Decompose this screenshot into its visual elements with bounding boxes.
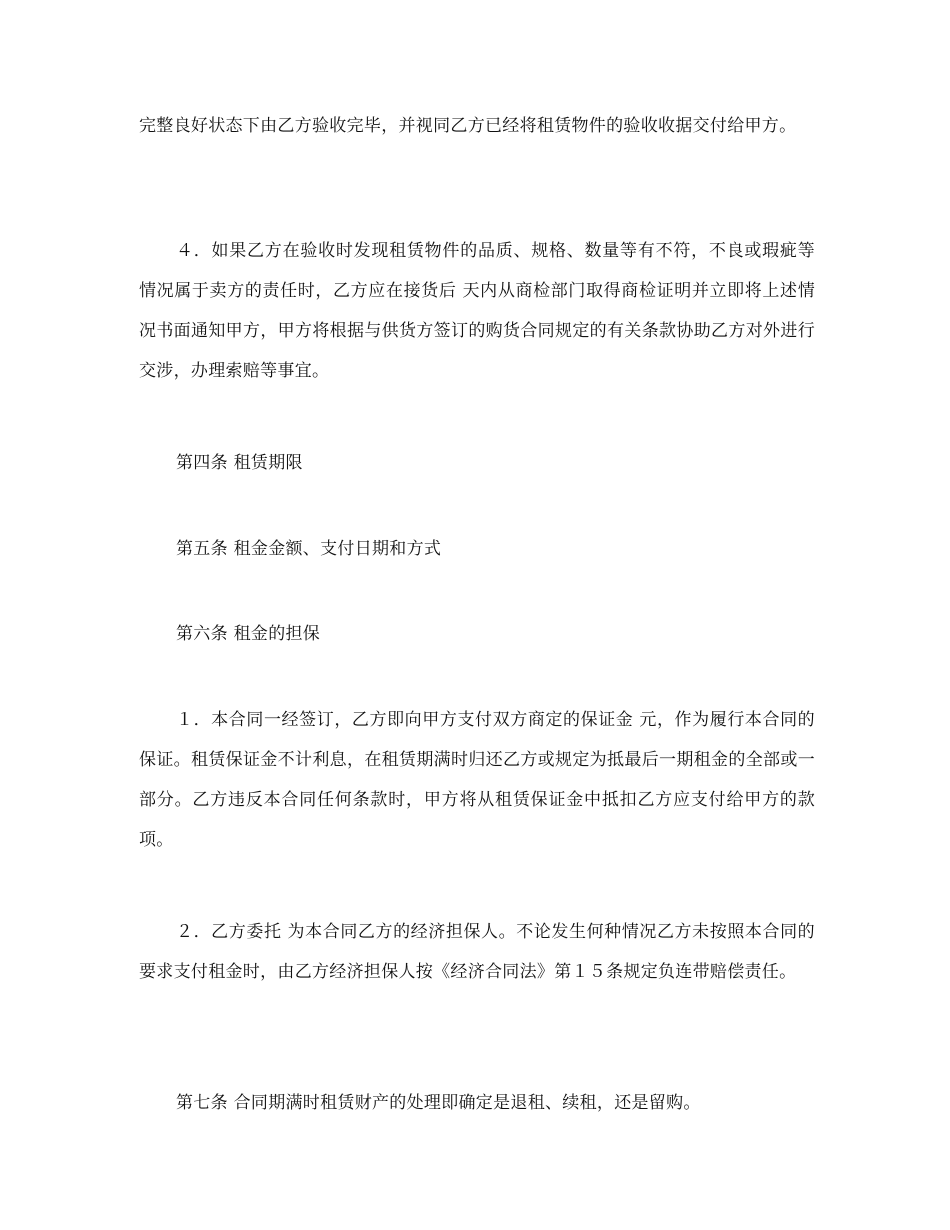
paragraph-acceptance-continued: 完整良好状态下由乙方验收完毕，并视同乙方已经将租赁物件的验收收据交付给甲方。 [139, 116, 797, 136]
heading-article-7-expiry-handling: 第七条 合同期满时租赁财产的处理即确定是退租、续租，还是留购。 [176, 1093, 701, 1113]
heading-article-5-rent-amount: 第五条 租金金额、支付日期和方式 [176, 539, 442, 559]
paragraph-clause-1-deposit: １．本合同一经签订，乙方即向甲方支付双方商定的保证金 元，作为履行本合同的保证。租赁保证金不计利息，在租赁期满时归还乙方或规定为抵最后一期租金的全部或一部分。乙方违反本合同任何条款时，甲方将从租赁保证金中抵扣乙方应支付给甲方的款项。 [139, 710, 815, 850]
paragraph-clause-2-guarantor: ２．乙方委托 为本合同乙方的经济担保人。不论发生何种情况乙方未按照本合同的要求支付租金时，由乙方经济担保人按《经济合同法》第１５条规定负连带赔偿责任。 [139, 922, 815, 982]
heading-article-6-rent-guarantee: 第六条 租金的担保 [176, 624, 321, 644]
heading-article-4-lease-term: 第四条 租赁期限 [176, 453, 303, 473]
paragraph-clause-4-inspection: ４．如果乙方在验收时发现租赁物件的品质、规格、数量等有不符，不良或瑕疵等情况属于卖方的责任时，乙方应在接货后 天内从商检部门取得商检证明并立即将上述情况书面通知甲方，甲方将根据与供货方签订的购货合同规定的有关条款协助乙方对外进行交涉，办理索赔等事宜。 [139, 241, 815, 381]
